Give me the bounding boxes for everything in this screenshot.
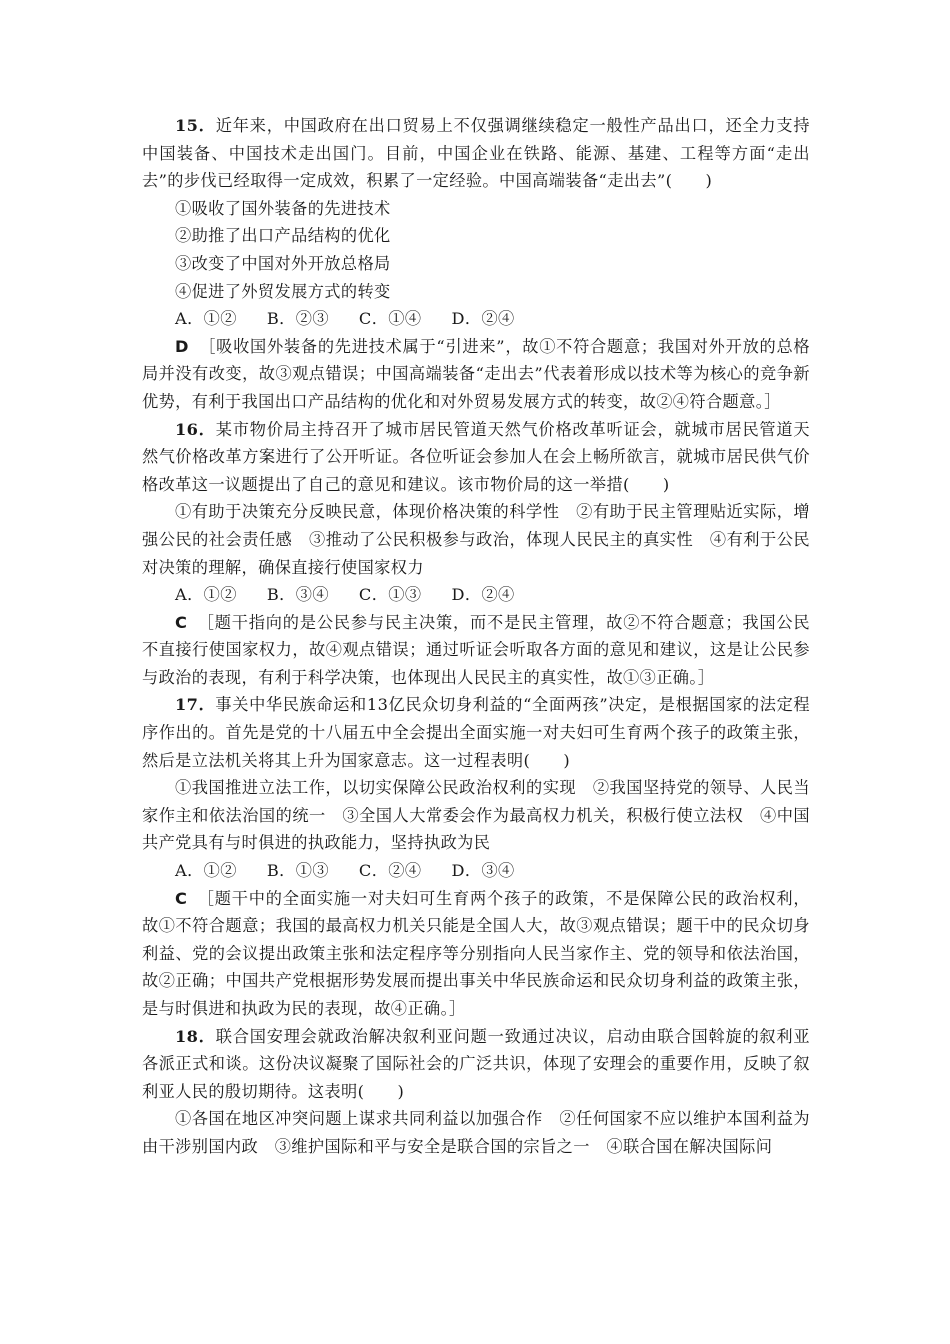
answer-letter: C [175,612,188,632]
option-d: D．②④ [451,585,515,605]
question-number: 16． [175,419,216,439]
option-c: C．①③ [358,585,422,605]
document-page [142,112,810,1161]
option-c: C．①④ [358,309,422,329]
question-number: 17． [175,695,216,715]
question-16-stem: 16．某市物价局主持召开了城市居民管道天然气价格改革听证会，就城市居民管道天然气价格改革方案进行了公开听证。各位听证会参加人在会上畅所欲言，就城市居民供气价格改革这一议题提出了自己的意见和建议。该市物价局的这一举措( ) [142,419,811,494]
choice-items: ①我国推进立法工作，以切实保障公民政治权利的实现 ②我国坚持党的领导、人民当家作主和依法治国的统一 ③全国人大常委会作为最高权力机关，积极行使立法权 ④中国共产党具有与时俱进的执政能力，坚持执政为民 [142,778,810,853]
choice-item: ②助推了出口产品结构的优化 [175,226,391,246]
option-a: A．①② [175,309,237,329]
question-number: 18． [175,1026,216,1046]
choice-items: ①有助于决策充分反映民意，体现价格决策的科学性 ②有助于民主管理贴近实际，增强公民的社会责任感 ③推动了公民积极参与政治，体现人民民主的真实性 ④有利于公民对决策的理解，确保直接行使国家权力 [142,502,810,577]
answer-explanation: D ［吸收国外装备的先进技术属于“引进来”，故①不符合题意；我国对外开放的总格局并没有改变，故③观点错误；中国高端装备“走出去”代表着形成以技术等为核心的竞争新优势，有利于我国出口产品结构的优化和对外贸易发展方式的转变，故②④符合题意。］ [142,336,810,411]
choice-items: ①各国在地区冲突问题上谋求共同利益以加强合作 ②任何国家不应以维护本国利益为由干涉别国内政 ③维护国际和平与安全是联合国的宗旨之一 ④联合国在解决国际问 [142,1109,810,1156]
option-b: B．②③ [266,309,329,329]
option-c: C．②④ [358,861,422,881]
answer-letter: C [175,888,188,908]
options-row [142,305,810,333]
question-17-stem: 17．事关中华民族命运和13亿民众切身利益的“全面两孩”决定，是根据国家的法定程序作出的。首先是党的十八届五中全会提出全面实施一对夫妇可生育两个孩子的政策主张，然后是立法机关将其上升为国家意志。这一过程表明( ) [142,695,810,770]
choice-item: ③改变了中国对外开放总格局 [175,253,391,273]
option-d: D．③④ [451,861,515,881]
answer-letter: D [175,336,189,356]
question-number: 15． [175,116,216,135]
options-row [142,857,810,885]
option-a: A．①② [175,585,237,605]
option-b: B．①③ [266,861,329,881]
option-d: D．②④ [451,309,515,329]
option-a: A．①② [175,861,237,881]
answer-explanation: C ［题干中的全面实施一对夫妇可生育两个孩子的政策，不是保障公民的政治权利，故①不符合题意；我国的最高权力机关只能是全国人大，故③观点错误；题干中的民众切身利益、党的会议提出政策主张和法定程序等分别指向人民当家作主、党的领导和依法治国，故②正确；中国共产党根据形势发展而提出事关中华民族命运和民众切身利益的政策主张，是与时俱进和执政为民的表现，故④正确。］ [142,888,810,1018]
choice-item: ④促进了外贸发展方式的转变 [175,281,391,301]
options-row [142,581,810,609]
answer-explanation: C ［题干指向的是公民参与民主决策，而不是民主管理，故②不符合题意；我国公民不直接行使国家权力，故④观点错误；通过听证会听取各方面的意见和建议，这是让公民参与政治的表现，有利于科学决策，也体现出人民民主的真实性，故①③正确。］ [142,612,810,687]
choice-item: ①吸收了国外装备的先进技术 [175,198,391,218]
option-b: B．③④ [266,585,329,605]
question-15-stem: 15．近年来，中国政府在出口贸易上不仅强调继续稳定一般性产品出口，还全力支持中国装备、中国技术走出国门。目前，中国企业在铁路、能源、基建、工程等方面“走出去”的步伐已经取得一定成效，积累了一定经验。中国高端装备“走出去”( ) [142,116,811,191]
question-18-stem: 18．联合国安理会就政治解决叙利亚问题一致通过决议，启动由联合国斡旋的叙利亚各派正式和谈。这份决议凝聚了国际社会的广泛共识，体现了安理会的重要作用，反映了叙利亚人民的殷切期待。这表明( ) [142,1026,811,1101]
